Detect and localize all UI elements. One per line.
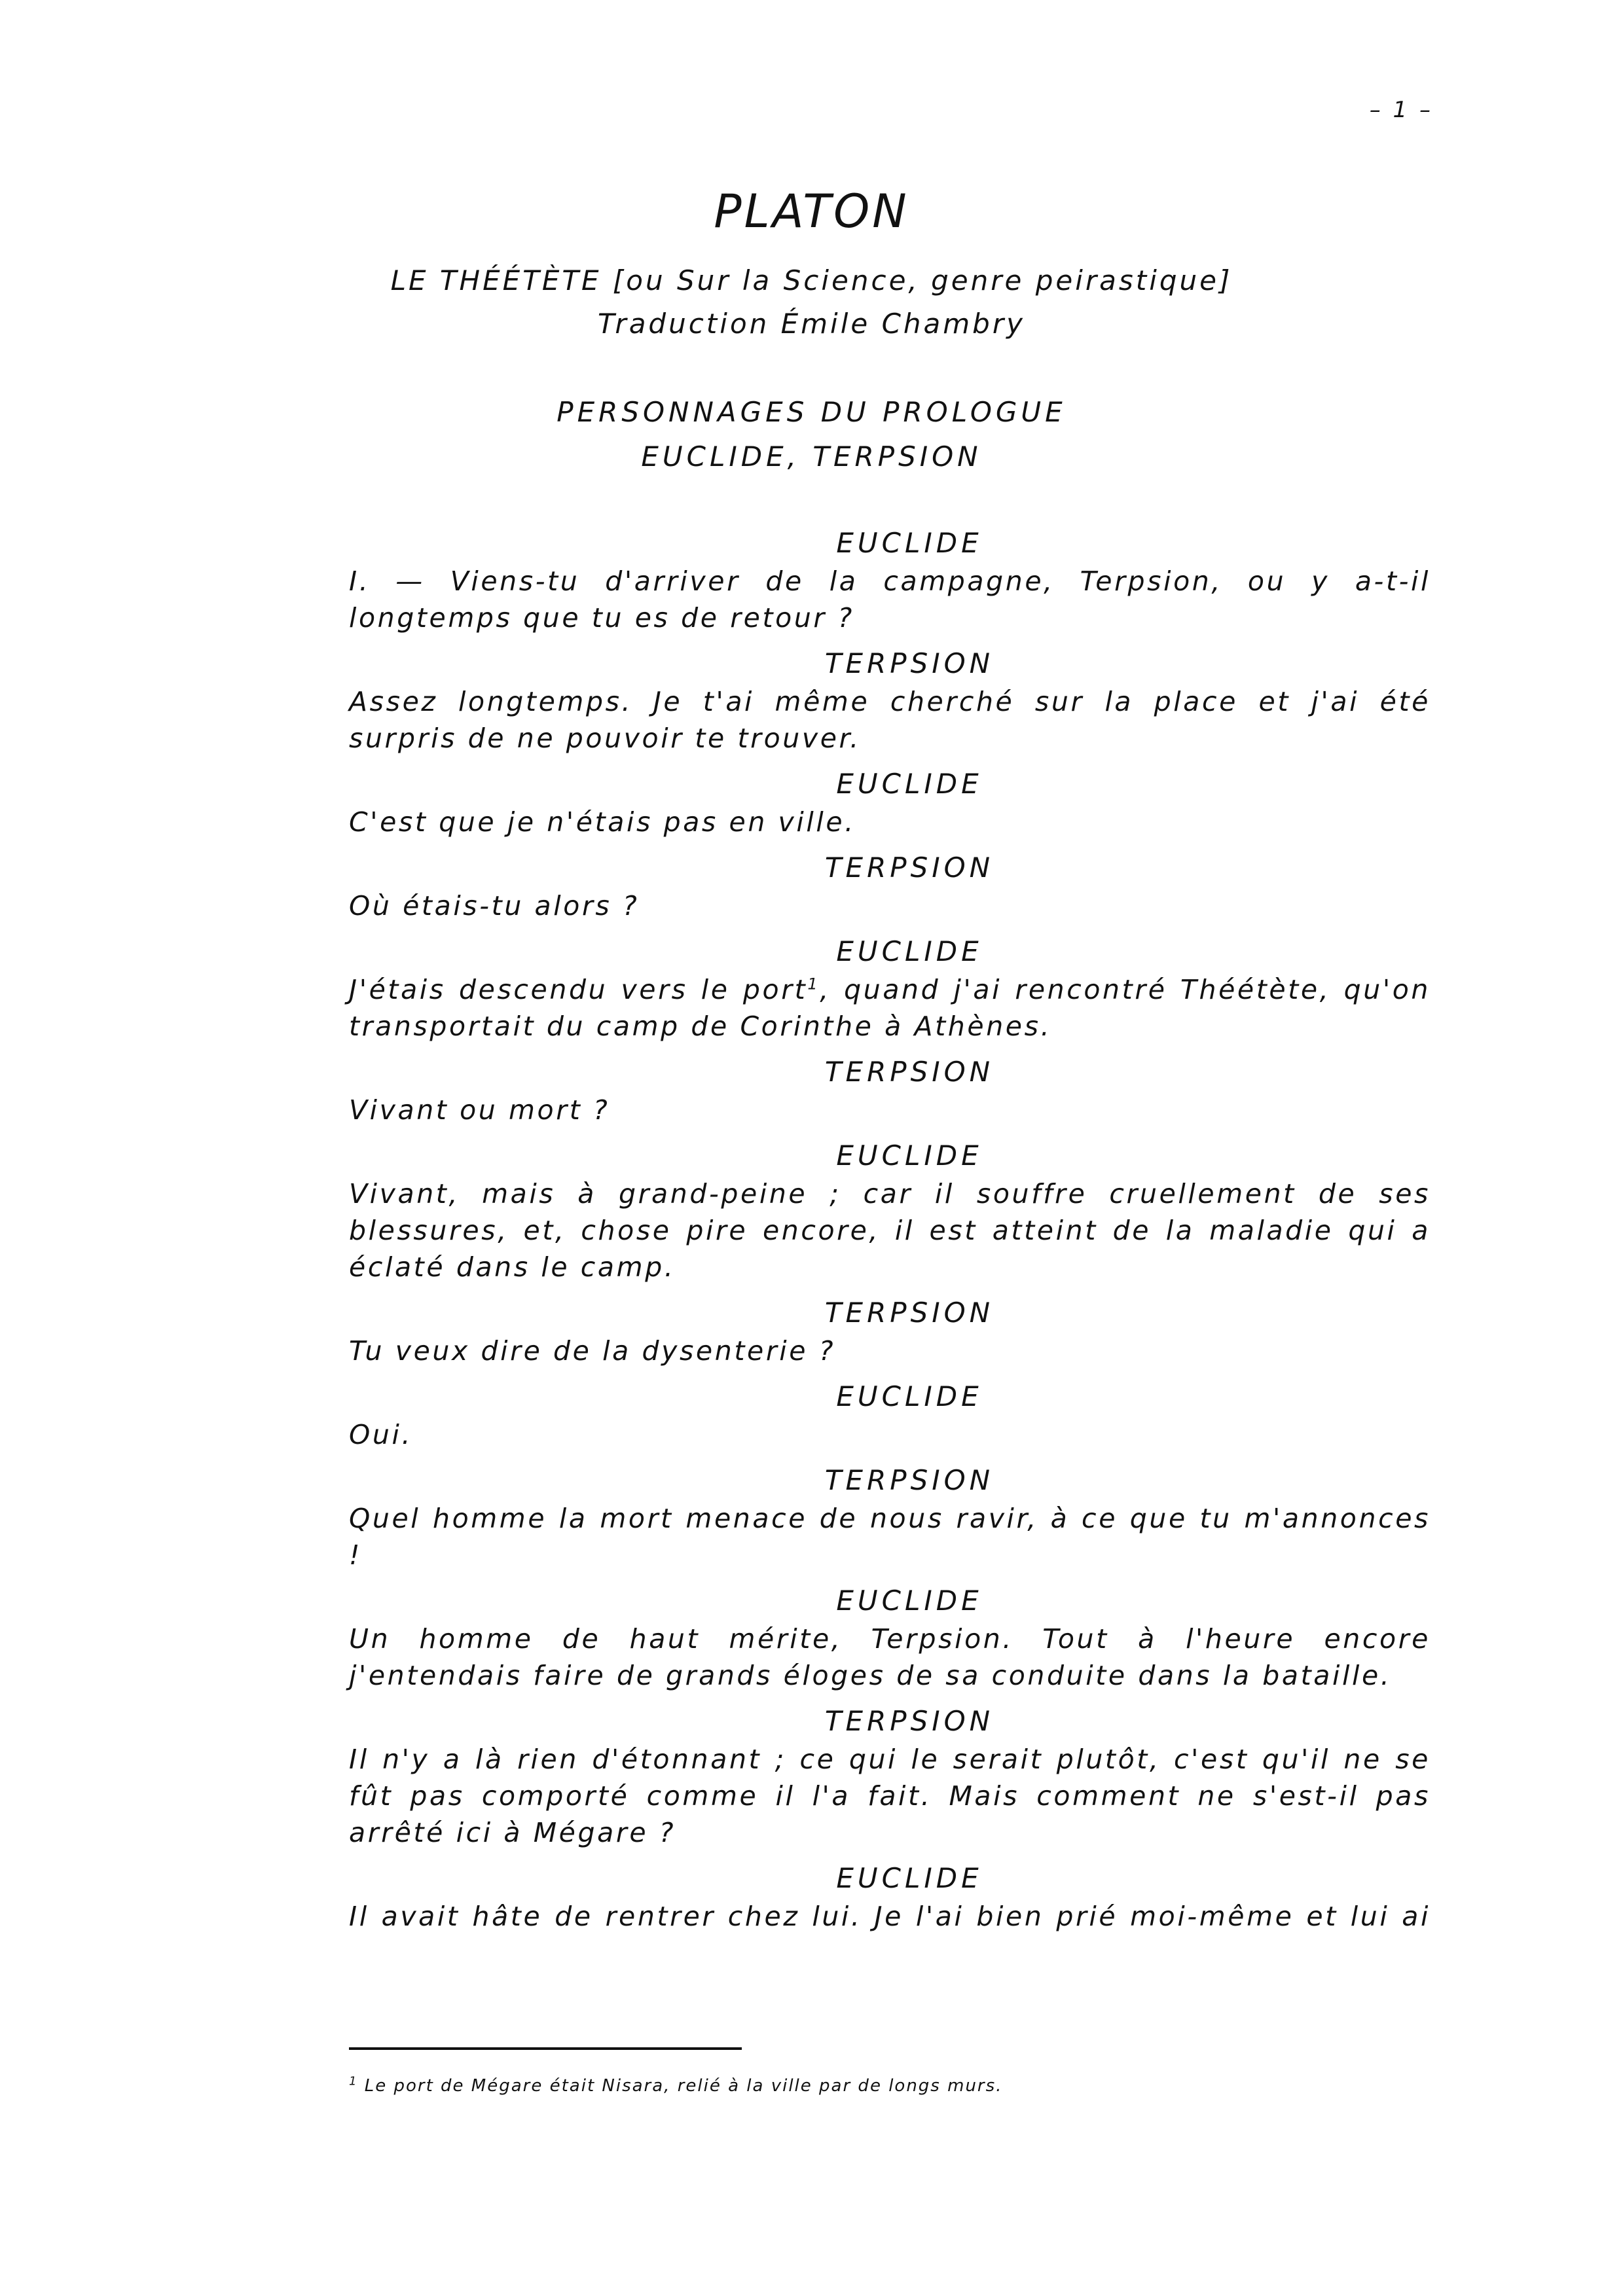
speaker-name: TERPSION: [824, 1297, 994, 1329]
speaker-name: EUCLIDE: [836, 1585, 983, 1617]
dialogue-line: Un homme de haut mérite, Terpsion. Tout à l'heure encore j'entendais faire de grands éloges de sa conduite dans la bataille.: [349, 1623, 1431, 1691]
dialogue-line: Assez longtemps. Je t'ai même cherché sur la place et j'ai été surpris de ne pouvoir te trouver.: [349, 686, 1431, 754]
speaker-name: EUCLIDE: [836, 1380, 983, 1412]
speaker-name: EUCLIDE: [836, 1139, 983, 1172]
speaker-name: EUCLIDE: [836, 527, 983, 559]
speaker-name: EUCLIDE: [836, 935, 983, 967]
dialogue-line: Tu veux dire de la dysenterie ?: [349, 1335, 836, 1367]
speaker-name: EUCLIDE: [836, 1862, 983, 1894]
dialogue-line: I. — Viens-tu d'arriver de la campagne, Terpsion, ou y a-t-il longtemps que tu es de retour ?: [349, 565, 1431, 634]
dialogue-text: J'étais descendu vers le port: [349, 974, 808, 1005]
characters-block: [0, 390, 1623, 479]
page-number: – 1 –: [1369, 97, 1433, 123]
dialogue-line: C'est que je n'étais pas en ville.: [349, 806, 856, 838]
dialogue-line: Où étais-tu alors ?: [349, 890, 640, 922]
characters-names: EUCLIDE, TERPSION: [641, 440, 982, 473]
speaker-name: TERPSION: [824, 1705, 994, 1737]
dialogue-line: Quel homme la mort menace de nous ravir, à ce que tu m'annonces !: [349, 1503, 1431, 1571]
dialogue: [349, 524, 1431, 1943]
footnote-divider: [349, 2047, 742, 2050]
dialogue-line: Il avait hâte de rentrer chez lui. Je l'ai bien prié moi-même et lui ai: [349, 1901, 1431, 1932]
characters-heading: PERSONNAGES DU PROLOGUE: [556, 396, 1067, 428]
dialogue-line: Vivant, mais à grand-peine ; car il souffre cruellement de ses blessures, et, chose pire encore, il est atteint de la maladie qui a éclaté dans le camp.: [349, 1178, 1431, 1283]
footnote-text: Le port de Mégare était Nisara, relié à la ville par de longs murs.: [364, 2076, 1003, 2096]
work-subtitle: LE THÉÉTÈTE [ou Sur la Science, genre peirastique]: [390, 264, 1233, 296]
speaker-name: TERPSION: [824, 1464, 994, 1496]
speaker-name: EUCLIDE: [836, 768, 983, 800]
footnote-reference: 1: [807, 975, 820, 994]
dialogue-text: , quand j'ai rencontré Théétète, qu'on transportait du camp de Corinthe à Athènes.: [349, 974, 1431, 1042]
footnote-number: 1: [349, 2074, 358, 2089]
speaker-name: TERPSION: [824, 852, 994, 884]
speaker-name: TERPSION: [824, 1056, 994, 1088]
speaker-name: TERPSION: [824, 647, 994, 679]
subtitle-block: [0, 259, 1623, 346]
page-title: PLATON: [714, 185, 909, 238]
footnote: [349, 2076, 1002, 2096]
translation-credit: Traduction Émile Chambry: [598, 308, 1025, 340]
dialogue-line: Vivant ou mort ?: [349, 1094, 610, 1126]
dialogue-line: Oui.: [349, 1419, 413, 1450]
dialogue-line: [349, 971, 1431, 1045]
dialogue-line: Il n'y a là rien d'étonnant ; ce qui le serait plutôt, c'est qu'il ne se fût pas comporté comme il l'a fait. Mais comment ne s'est-il pas arrêté ici à Mégare ?: [349, 1744, 1431, 1848]
